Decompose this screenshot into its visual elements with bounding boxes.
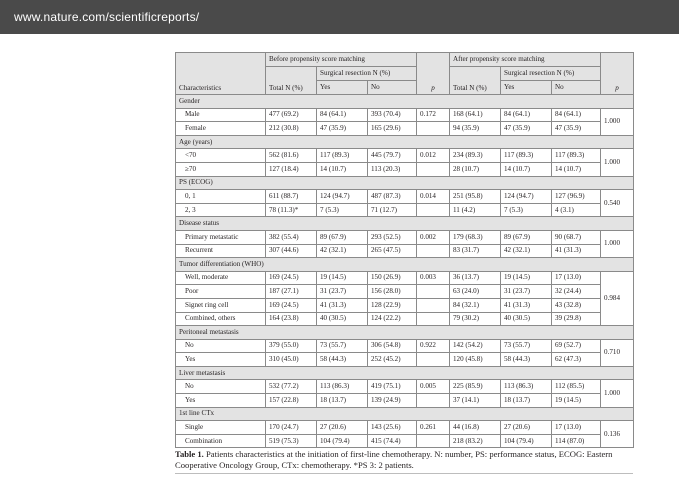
section-row — [176, 258, 634, 272]
table-row — [176, 353, 634, 367]
cell-no-after: 84 (64.1) — [552, 108, 601, 122]
cell-yes-after: 89 (67.9) — [501, 230, 552, 244]
cell-total-after: 94 (35.9) — [450, 122, 501, 136]
table-row — [176, 108, 634, 122]
cell-yes-before: 113 (86.3) — [317, 380, 368, 394]
cell-no-after: 47 (35.9) — [552, 122, 601, 136]
cell-yes-before: 40 (30.5) — [317, 312, 368, 326]
section-row — [176, 326, 634, 340]
cell-yes-after: 73 (55.7) — [501, 339, 552, 353]
cell-no-after: 32 (24.4) — [552, 285, 601, 299]
cell-no-before: 306 (54.8) — [368, 339, 417, 353]
caption-label: Table 1. — [175, 449, 204, 459]
cell-yes-before: 31 (23.7) — [317, 285, 368, 299]
cell-no-after: 112 (85.5) — [552, 380, 601, 394]
table-row — [176, 244, 634, 258]
table-row — [176, 271, 634, 285]
row-label: Combined, others — [176, 312, 266, 326]
cell-yes-after: 113 (86.3) — [501, 380, 552, 394]
cell-total-after: 37 (14.1) — [450, 394, 501, 408]
cell-p-before — [417, 312, 450, 326]
cell-total-before: 519 (75.3) — [266, 434, 317, 448]
cell-yes-before: 14 (10.7) — [317, 162, 368, 176]
table-row — [176, 394, 634, 408]
table-row — [176, 298, 634, 312]
cell-total-before: 307 (44.6) — [266, 244, 317, 258]
row-label: Combination — [176, 434, 266, 448]
row-label: Signet ring cell — [176, 298, 266, 312]
cell-total-after: 218 (83.2) — [450, 434, 501, 448]
cell-p-before: 0.261 — [417, 421, 450, 435]
cell-no-before: 165 (29.6) — [368, 122, 417, 136]
cell-total-after: 84 (32.1) — [450, 298, 501, 312]
table-caption — [175, 449, 645, 471]
cell-yes-before: 7 (5.3) — [317, 203, 368, 217]
section-title: Gender — [176, 95, 634, 109]
cell-total-before: 157 (22.8) — [266, 394, 317, 408]
cell-total-before: 187 (27.1) — [266, 285, 317, 299]
cell-total-after: 251 (95.8) — [450, 190, 501, 204]
cell-yes-after: 124 (94.7) — [501, 190, 552, 204]
table-row — [176, 190, 634, 204]
cell-yes-before: 47 (35.9) — [317, 122, 368, 136]
row-label: 2, 3 — [176, 203, 266, 217]
cell-no-after: 39 (29.8) — [552, 312, 601, 326]
table-row — [176, 285, 634, 299]
cell-no-before: 415 (74.4) — [368, 434, 417, 448]
cell-total-after: 63 (24.0) — [450, 285, 501, 299]
cell-no-after: 127 (96.9) — [552, 190, 601, 204]
section-title: Peritoneal metastasis — [176, 326, 634, 340]
cell-p-after: 1.000 — [601, 230, 634, 257]
cell-total-before: 164 (23.8) — [266, 312, 317, 326]
cell-no-before: 113 (20.3) — [368, 162, 417, 176]
cell-no-before: 393 (70.4) — [368, 108, 417, 122]
cell-no-after: 90 (68.7) — [552, 230, 601, 244]
row-label: Well, moderate — [176, 271, 266, 285]
cell-p-after: 0.984 — [601, 271, 634, 325]
cell-total-before: 379 (55.0) — [266, 339, 317, 353]
row-label: No — [176, 380, 266, 394]
cell-no-after: 4 (3.1) — [552, 203, 601, 217]
cell-yes-before: 124 (94.7) — [317, 190, 368, 204]
surgical-resection-header-before: Surgical resection N (%) — [317, 67, 417, 81]
cell-p-after: 0.136 — [601, 421, 634, 448]
cell-no-before: 128 (22.9) — [368, 298, 417, 312]
cell-total-before: 562 (81.6) — [266, 149, 317, 163]
cell-total-after: 28 (10.7) — [450, 162, 501, 176]
cell-yes-after: 14 (10.7) — [501, 162, 552, 176]
section-title: Age (years) — [176, 135, 634, 149]
cell-p-before — [417, 394, 450, 408]
row-label: Male — [176, 108, 266, 122]
row-label: No — [176, 339, 266, 353]
section-row — [176, 217, 634, 231]
cell-yes-before: 42 (32.1) — [317, 244, 368, 258]
cell-yes-after: 7 (5.3) — [501, 203, 552, 217]
cell-total-before: 611 (88.7) — [266, 190, 317, 204]
table-row — [176, 312, 634, 326]
cell-yes-before: 73 (55.7) — [317, 339, 368, 353]
caption-text: Patients characteristics at the initiation of first-line chemotherapy. N: number, PS: performance status, ECOG: Eastern Cooperative Oncology Group, CTx: chemotherapy. *PS 3: 2 patients. — [175, 449, 613, 470]
before-psm-header: Before propensity score matching — [266, 53, 417, 67]
cell-total-before: 169 (24.5) — [266, 271, 317, 285]
cell-yes-after: 47 (35.9) — [501, 122, 552, 136]
section-row — [176, 407, 634, 421]
cell-yes-after: 117 (89.3) — [501, 149, 552, 163]
cell-yes-after: 104 (79.4) — [501, 434, 552, 448]
total-header-after: Total N (%) — [450, 67, 501, 95]
no-header-before: No — [368, 81, 417, 95]
cell-total-before: 532 (77.2) — [266, 380, 317, 394]
cell-p-after: 0.540 — [601, 190, 634, 217]
cell-yes-before: 19 (14.5) — [317, 271, 368, 285]
cell-p-before: 0.003 — [417, 271, 450, 285]
section-title: Disease status — [176, 217, 634, 231]
row-label: Yes — [176, 394, 266, 408]
cell-total-before: 477 (69.2) — [266, 108, 317, 122]
cell-no-after: 17 (13.0) — [552, 421, 601, 435]
cell-total-after: 36 (13.7) — [450, 271, 501, 285]
cell-p-before: 0.005 — [417, 380, 450, 394]
table-row — [176, 380, 634, 394]
cell-total-before: 78 (11.3)* — [266, 203, 317, 217]
cell-total-after: 120 (45.8) — [450, 353, 501, 367]
characteristics-header: Characteristics — [176, 53, 266, 95]
cell-p-before — [417, 122, 450, 136]
cell-p-before: 0.922 — [417, 339, 450, 353]
cell-total-before: 169 (24.5) — [266, 298, 317, 312]
cell-no-before: 252 (45.2) — [368, 353, 417, 367]
cell-p-before — [417, 162, 450, 176]
section-row — [176, 176, 634, 190]
row-label: Primary metastatic — [176, 230, 266, 244]
p-header-before: p — [417, 53, 450, 95]
cell-yes-after: 40 (30.5) — [501, 312, 552, 326]
cell-yes-after: 41 (31.3) — [501, 298, 552, 312]
section-title: 1st line CTx — [176, 407, 634, 421]
cell-no-before: 293 (52.5) — [368, 230, 417, 244]
cell-yes-after: 31 (23.7) — [501, 285, 552, 299]
section-title: Liver metastasis — [176, 366, 634, 380]
row-label: Single — [176, 421, 266, 435]
cell-p-after: 1.000 — [601, 149, 634, 176]
cell-yes-after: 18 (13.7) — [501, 394, 552, 408]
cell-no-after: 17 (13.0) — [552, 271, 601, 285]
table-row — [176, 421, 634, 435]
patient-characteristics-table — [175, 52, 634, 448]
cell-no-after: 14 (10.7) — [552, 162, 601, 176]
cell-no-after: 114 (87.0) — [552, 434, 601, 448]
cell-p-before — [417, 285, 450, 299]
no-header-after: No — [552, 81, 601, 95]
cell-p-after: 0.710 — [601, 339, 634, 366]
cell-yes-before: 84 (64.1) — [317, 108, 368, 122]
cell-no-after: 19 (14.5) — [552, 394, 601, 408]
cell-total-before: 170 (24.7) — [266, 421, 317, 435]
cell-p-before — [417, 353, 450, 367]
section-row — [176, 366, 634, 380]
cell-p-before — [417, 434, 450, 448]
cell-p-before — [417, 203, 450, 217]
cell-total-after: 44 (16.8) — [450, 421, 501, 435]
table-row — [176, 149, 634, 163]
surgical-resection-header-after: Surgical resection N (%) — [501, 67, 601, 81]
cell-p-before — [417, 244, 450, 258]
cell-no-before: 71 (12.7) — [368, 203, 417, 217]
cell-total-before: 212 (30.8) — [266, 122, 317, 136]
cell-yes-before: 27 (20.6) — [317, 421, 368, 435]
cell-yes-before: 89 (67.9) — [317, 230, 368, 244]
cell-total-after: 168 (64.1) — [450, 108, 501, 122]
cell-total-after: 234 (89.3) — [450, 149, 501, 163]
after-psm-header: After propensity score matching — [450, 53, 601, 67]
row-label: Poor — [176, 285, 266, 299]
row-label: <70 — [176, 149, 266, 163]
cell-no-before: 445 (79.7) — [368, 149, 417, 163]
row-label: Female — [176, 122, 266, 136]
cell-p-before: 0.014 — [417, 190, 450, 204]
cell-yes-after: 19 (14.5) — [501, 271, 552, 285]
cell-yes-before: 104 (79.4) — [317, 434, 368, 448]
cell-no-before: 419 (75.1) — [368, 380, 417, 394]
p-header-after: p — [601, 53, 634, 95]
cell-yes-after: 42 (32.1) — [501, 244, 552, 258]
table-row — [176, 162, 634, 176]
bottom-rule — [175, 473, 633, 474]
section-row — [176, 95, 634, 109]
cell-yes-after: 58 (44.3) — [501, 353, 552, 367]
cell-no-after: 117 (89.3) — [552, 149, 601, 163]
site-header — [0, 0, 679, 34]
cell-total-before: 127 (18.4) — [266, 162, 317, 176]
cell-no-before: 156 (28.0) — [368, 285, 417, 299]
cell-yes-before: 41 (31.3) — [317, 298, 368, 312]
table-row — [176, 339, 634, 353]
cell-p-before: 0.172 — [417, 108, 450, 122]
cell-total-after: 79 (30.2) — [450, 312, 501, 326]
cell-p-before — [417, 298, 450, 312]
section-title: Tumor differentiation (WHO) — [176, 258, 634, 272]
cell-no-before: 150 (26.9) — [368, 271, 417, 285]
cell-yes-after: 27 (20.6) — [501, 421, 552, 435]
cell-total-after: 142 (54.2) — [450, 339, 501, 353]
cell-p-after: 1.000 — [601, 380, 634, 407]
cell-total-after: 225 (85.9) — [450, 380, 501, 394]
total-header-before: Total N (%) — [266, 67, 317, 95]
row-label: Yes — [176, 353, 266, 367]
cell-p-before: 0.002 — [417, 230, 450, 244]
row-label: ≥70 — [176, 162, 266, 176]
cell-no-before: 124 (22.2) — [368, 312, 417, 326]
cell-no-after: 41 (31.3) — [552, 244, 601, 258]
site-url[interactable]: www.nature.com/scientificreports/ — [14, 10, 200, 24]
yes-header-before: Yes — [317, 81, 368, 95]
table-container — [175, 52, 633, 448]
cell-no-before: 143 (25.6) — [368, 421, 417, 435]
cell-no-before: 265 (47.5) — [368, 244, 417, 258]
cell-yes-before: 18 (13.7) — [317, 394, 368, 408]
row-label: Recurrent — [176, 244, 266, 258]
cell-no-before: 487 (87.3) — [368, 190, 417, 204]
row-label: 0, 1 — [176, 190, 266, 204]
yes-header-after: Yes — [501, 81, 552, 95]
cell-yes-before: 117 (89.3) — [317, 149, 368, 163]
cell-yes-after: 84 (64.1) — [501, 108, 552, 122]
cell-no-after: 43 (32.8) — [552, 298, 601, 312]
table-row — [176, 434, 634, 448]
cell-total-after: 179 (68.3) — [450, 230, 501, 244]
cell-no-before: 139 (24.9) — [368, 394, 417, 408]
cell-total-after: 11 (4.2) — [450, 203, 501, 217]
section-title: PS (ECOG) — [176, 176, 634, 190]
table-row — [176, 122, 634, 136]
cell-p-after: 1.000 — [601, 108, 634, 135]
cell-total-before: 382 (55.4) — [266, 230, 317, 244]
cell-p-before: 0.012 — [417, 149, 450, 163]
section-row — [176, 135, 634, 149]
cell-no-after: 69 (52.7) — [552, 339, 601, 353]
cell-total-after: 83 (31.7) — [450, 244, 501, 258]
table-row — [176, 203, 634, 217]
cell-no-after: 62 (47.3) — [552, 353, 601, 367]
table-row — [176, 230, 634, 244]
cell-yes-before: 58 (44.3) — [317, 353, 368, 367]
cell-total-before: 310 (45.0) — [266, 353, 317, 367]
